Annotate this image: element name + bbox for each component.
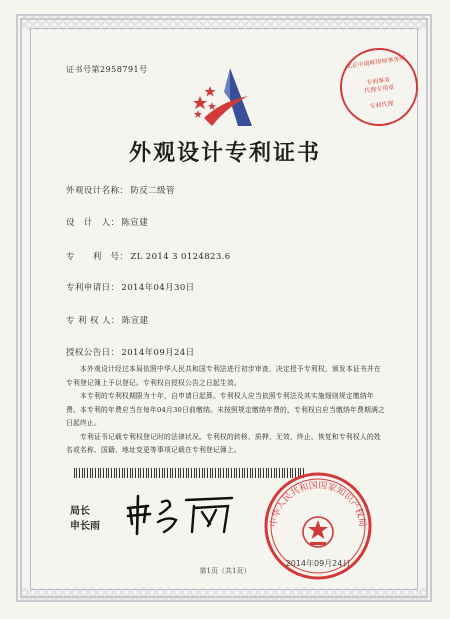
official-title: 局长	[70, 506, 90, 517]
seal-date: 2014年09月24日	[285, 559, 351, 568]
field-value: 2014年09月24日	[121, 348, 195, 358]
stamp-middle-line-1: 专利事务	[365, 76, 391, 87]
field-label: 专 利 号：	[66, 252, 129, 262]
certificate-number: 证书号第2958791号	[66, 65, 148, 74]
field-design-name	[66, 184, 175, 196]
official-name: 申长雨	[70, 521, 100, 532]
field-patentee	[66, 314, 149, 326]
stamp-bottom-text: 专利代理	[369, 100, 394, 111]
patent-office-emblem-icon	[190, 62, 260, 132]
field-value: 陈宣建	[121, 316, 149, 326]
field-filing-date	[66, 281, 195, 293]
field-value: ZL 2014 3 0124823.6	[130, 252, 231, 262]
stamp-ring-text: 北京中南辉律师事务所	[345, 55, 406, 71]
stamp-middle-line-2: 代理专用章	[363, 83, 395, 96]
field-patent-number	[66, 250, 231, 262]
field-label: 专 利 权 人：	[66, 316, 120, 326]
field-grant-date	[66, 346, 195, 358]
field-value: 2014年04月30日	[121, 283, 195, 293]
body-paragraph-3: 专利证书记载专利权登记时的法律状况。专利权的转移、质押、无效、终止、恢复和专利权人的姓名或名称、国籍、地址变更等事项记载在专利登记簿上。	[66, 432, 381, 454]
field-value: 防反二级管	[130, 186, 175, 196]
field-label: 专利申请日：	[66, 283, 120, 293]
seal-ring-text: 中华人民共和国国家知识产权局	[268, 480, 368, 528]
stamp-middle-text	[341, 73, 417, 99]
field-value: 陈宣建	[121, 218, 149, 228]
field-label: 外观设计名称：	[66, 186, 129, 196]
page-footer: 第1页（共1页）	[199, 567, 251, 575]
handwritten-signature	[120, 488, 240, 538]
official-title-block	[70, 504, 100, 534]
certificate-body-text	[66, 363, 386, 458]
field-label: 设 计 人：	[66, 218, 120, 228]
field-designer	[66, 216, 148, 228]
page-title: 外观设计专利证书	[128, 141, 321, 166]
field-label: 授权公告日：	[66, 348, 120, 358]
body-paragraph-2: 本专利的专利权期限为十年，自申请日起算。专利权人应当依照专利法及其实施细则规定缴纳年费。本专利的年费应当在每年04月30日前缴纳。未按照规定缴纳年费的，专利权自应当缴纳年费期满之日起终止。	[66, 392, 385, 427]
body-paragraph-1: 本外观设计经过本局依照中华人民共和国专利法进行初步审查，决定授予专利权，颁发本证书并在专利登记簿上予以登记。专利权自授权公告之日起生效。	[66, 365, 381, 387]
